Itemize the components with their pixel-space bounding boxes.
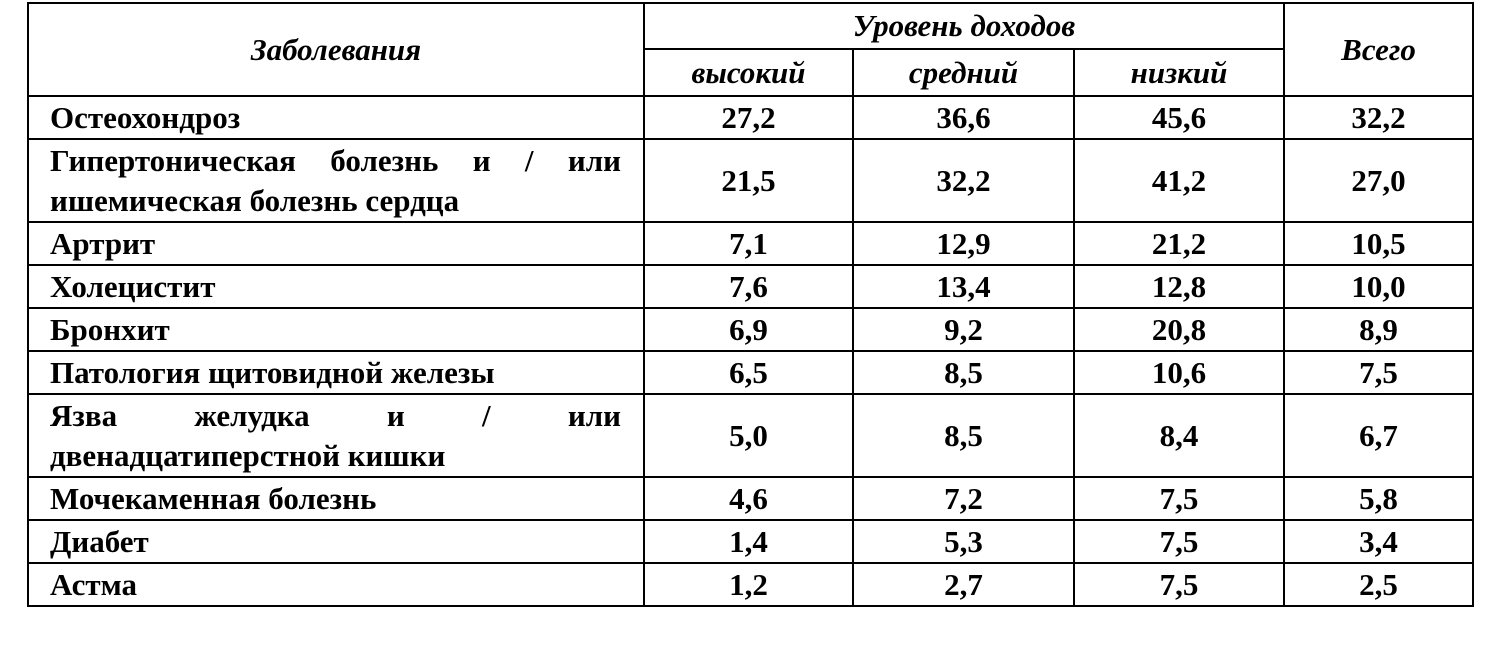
table-row <box>28 96 1473 139</box>
disease-name: Артрит <box>28 222 644 265</box>
disease-name: Диабет <box>28 520 644 563</box>
value-high: 5,0 <box>644 394 853 477</box>
value-low: 20,8 <box>1074 308 1284 351</box>
value-high: 6,5 <box>644 351 853 394</box>
table-row <box>28 563 1473 606</box>
disease-income-table <box>27 2 1474 607</box>
value-high: 1,4 <box>644 520 853 563</box>
value-low: 7,5 <box>1074 477 1284 520</box>
value-medium: 7,2 <box>853 477 1074 520</box>
value-medium: 8,5 <box>853 351 1074 394</box>
value-medium: 13,4 <box>853 265 1074 308</box>
header-medium: средний <box>853 49 1074 96</box>
value-medium: 9,2 <box>853 308 1074 351</box>
header-high: высокий <box>644 49 853 96</box>
header-disease: Заболевания <box>28 3 644 96</box>
table-row <box>28 394 1473 477</box>
header-low: низкий <box>1074 49 1284 96</box>
disease-name: Холецистит <box>28 265 644 308</box>
value-high: 1,2 <box>644 563 853 606</box>
value-total: 6,7 <box>1284 394 1473 477</box>
table-row <box>28 351 1473 394</box>
table-row <box>28 308 1473 351</box>
value-total: 2,5 <box>1284 563 1473 606</box>
disease-name: Остеохондроз <box>28 96 644 139</box>
value-high: 21,5 <box>644 139 853 222</box>
table-row <box>28 139 1473 222</box>
value-total: 5,8 <box>1284 477 1473 520</box>
table-row <box>28 477 1473 520</box>
value-medium: 32,2 <box>853 139 1074 222</box>
value-total: 8,9 <box>1284 308 1473 351</box>
table-row <box>28 520 1473 563</box>
value-low: 12,8 <box>1074 265 1284 308</box>
value-total: 27,0 <box>1284 139 1473 222</box>
value-medium: 8,5 <box>853 394 1074 477</box>
value-high: 27,2 <box>644 96 853 139</box>
value-medium: 2,7 <box>853 563 1074 606</box>
value-low: 7,5 <box>1074 520 1284 563</box>
value-total: 7,5 <box>1284 351 1473 394</box>
header-income-level: Уровень доходов <box>644 3 1284 49</box>
value-low: 8,4 <box>1074 394 1284 477</box>
table-row <box>28 265 1473 308</box>
value-low: 41,2 <box>1074 139 1284 222</box>
value-total: 32,2 <box>1284 96 1473 139</box>
value-high: 6,9 <box>644 308 853 351</box>
value-low: 45,6 <box>1074 96 1284 139</box>
value-high: 7,6 <box>644 265 853 308</box>
value-medium: 36,6 <box>853 96 1074 139</box>
value-medium: 5,3 <box>853 520 1074 563</box>
value-total: 3,4 <box>1284 520 1473 563</box>
disease-name: Астма <box>28 563 644 606</box>
value-high: 4,6 <box>644 477 853 520</box>
disease-name: Мочекаменная болезнь <box>28 477 644 520</box>
value-total: 10,5 <box>1284 222 1473 265</box>
disease-name: Гипертоническая болезнь и / или ишемическая болезнь сердца <box>28 139 644 222</box>
header-total: Всего <box>1284 3 1473 96</box>
disease-name: Патология щитовидной железы <box>28 351 644 394</box>
value-total: 10,0 <box>1284 265 1473 308</box>
value-low: 7,5 <box>1074 563 1284 606</box>
value-low: 21,2 <box>1074 222 1284 265</box>
table-row <box>28 222 1473 265</box>
header-row-top <box>28 3 1473 49</box>
value-high: 7,1 <box>644 222 853 265</box>
disease-name: Язва желудка и / или двенадцатиперстной кишки <box>28 394 644 477</box>
disease-name: Бронхит <box>28 308 644 351</box>
value-low: 10,6 <box>1074 351 1284 394</box>
value-medium: 12,9 <box>853 222 1074 265</box>
